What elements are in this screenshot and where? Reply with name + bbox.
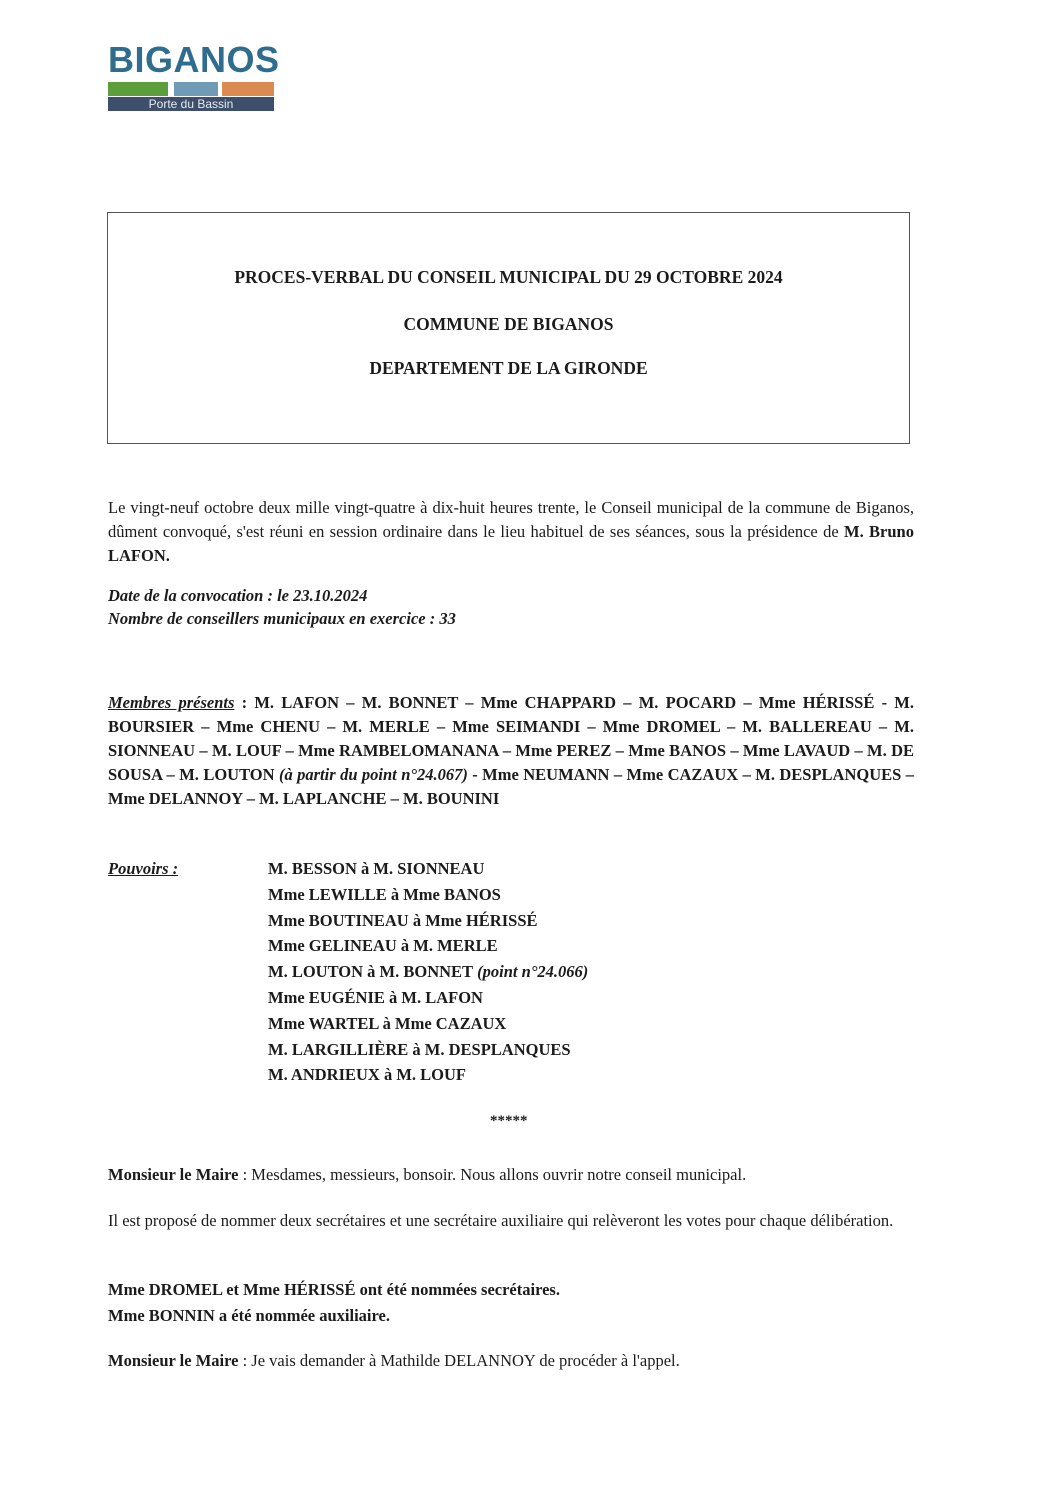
maire-appel — [108, 1349, 914, 1373]
commune-title: COMMUNE DE BIGANOS — [403, 314, 614, 334]
maire-label: Monsieur le Maire — [108, 1351, 239, 1370]
pouvoirs-label-wrap — [108, 859, 178, 879]
pouvoirs-colon: : — [168, 859, 179, 878]
members-note: (à partir du point n°24.067) — [278, 765, 468, 784]
secretaires-named — [108, 1277, 914, 1329]
pouvoir-item: M. BESSON à M. SIONNEAU — [268, 859, 485, 878]
logo — [108, 39, 280, 111]
president-name: M. Bruno LAFON. — [108, 522, 914, 565]
members-list-1: : M. LAFON – M. BONNET – Mme CHAPPARD – M. POCARD – Mme HÉRISSÉ - M. BOURSIER – Mme CHENU – M. MERLE – Mme SEIMANDI – Mme DROMEL – M. BALLEREAU – M. SIONNEAU – M. LOUF – Mme RAMBELOMANANA – Mme PEREZ – Mme BANOS – Mme LAVAUD – M. DE SOUSA – M. LOUTON — [108, 693, 914, 784]
logo-stripe-orange — [222, 82, 274, 96]
auxiliaire-line: Mme BONNIN a été nommée auxiliaire. — [108, 1306, 390, 1325]
convocation-date: Date de la convocation : le 23.10.2024 — [108, 586, 368, 605]
pouvoir-item-text: M. LOUTON à M. BONNET — [268, 962, 474, 982]
intro-paragraph — [108, 496, 914, 568]
logo-brand: BIGANOS — [108, 39, 280, 80]
separator: ***** — [490, 1113, 528, 1129]
pouvoir-item: Mme BOUTINEAU à Mme HÉRISSÉ — [268, 910, 538, 930]
secretaires-proposal: Il est proposé de nommer deux secrétaires et une secrétaire auxiliaire qui relèveront les votes pour chaque délibération. — [108, 1211, 894, 1230]
pouvoir-item: M. ANDRIEUX à M. LOUF — [268, 1065, 466, 1085]
logo-stripe-blue — [174, 82, 218, 96]
pouvoirs-label: Pouvoirs — [108, 859, 169, 878]
pouvoir-item-louton — [268, 959, 588, 985]
meta-block — [108, 584, 914, 630]
logo-stripe-green — [108, 82, 168, 96]
pouvoir-item: M. LARGILLIÈRE à M. DESPLANQUES — [268, 1039, 571, 1059]
members-present — [108, 691, 914, 811]
secretaires-line: Mme DROMEL et Mme HÉRISSÉ ont été nommées secrétaires. — [108, 1280, 560, 1299]
pouvoir-item: Mme EUGÉNIE à M. LAFON — [268, 987, 483, 1007]
maire-label: Monsieur le Maire — [108, 1165, 239, 1184]
pouvoirs-list — [268, 856, 588, 1088]
title-box — [107, 212, 910, 444]
intro-text: Le vingt-neuf octobre deux mille vingt-quatre à dix-huit heures trente, le Conseil municipal de la commune de Biganos, dûment convoqué, s'est réuni en session ordinaire dans le lieu habituel de ses séances, sous la présidence de — [108, 498, 914, 541]
pouvoir-note: (point n°24.066) — [473, 962, 589, 982]
maire-appel-text: : Je vais demander à Mathilde DELANNOY de procéder à l'appel. — [238, 1351, 680, 1370]
departement-title: DEPARTEMENT DE LA GIRONDE — [369, 358, 648, 378]
members-list-2: - Mme NEUMANN – Mme CAZAUX – M. DESPLANQUES – Mme DELANNOY – M. LAPLANCHE – M. BOUNINI — [108, 765, 914, 808]
pouvoir-item: Mme WARTEL à Mme CAZAUX — [268, 1013, 507, 1033]
document-title: PROCES-VERBAL DU CONSEIL MUNICIPAL DU 29 OCTOBRE 2024 — [234, 267, 783, 287]
members-label: Membres présents — [108, 693, 235, 712]
maire-opening — [108, 1163, 914, 1187]
pouvoir-item: Mme LEWILLE à Mme BANOS — [268, 884, 501, 904]
maire-opening-text: : Mesdames, messieurs, bonsoir. Nous allons ouvrir notre conseil municipal. — [238, 1165, 747, 1184]
councillor-count: Nombre de conseillers municipaux en exercice : 33 — [108, 609, 456, 628]
logo-tagline: Porte du Bassin — [108, 97, 274, 111]
pouvoir-item: Mme GELINEAU à M. MERLE — [268, 936, 498, 956]
